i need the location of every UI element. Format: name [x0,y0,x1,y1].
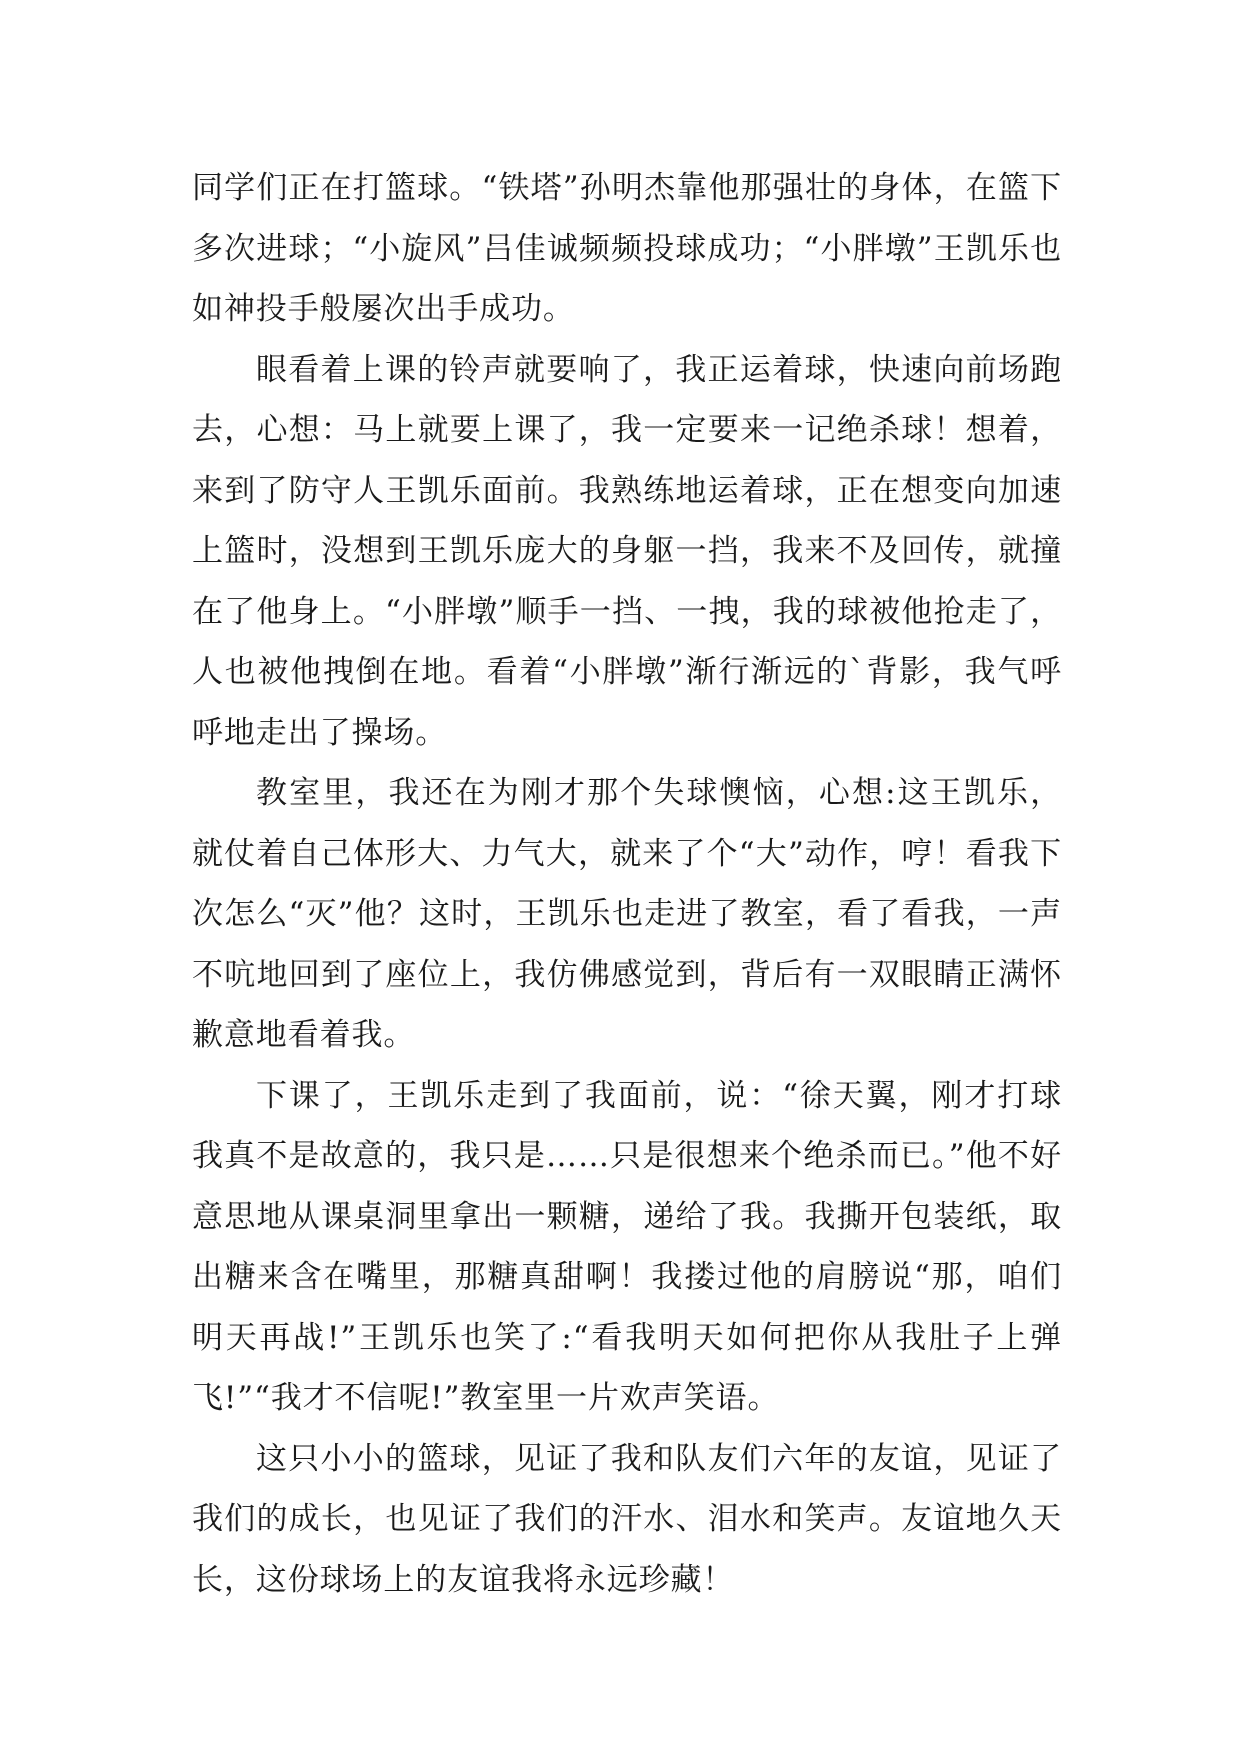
paragraph-1: 同学们正在打篮球。“铁塔”孙明杰靠他那强壮的身体，在篮下多次进球；“小旋风”吕佳诚频频投球成功；“小胖墩”王凯乐也如神投手般屡次出手成功。 [192,170,1062,327]
paragraph-3: 教室里，我还在为刚才那个失球懊恼，心想:这王凯乐，就仗着自己体形大、力气大，就来了个“大”动作，哼！看我下次怎么“灭”他？这时，王凯乐也走进了教室，看了看我，一声不吭地回到了座位上，我仿佛感觉到，背后有一双眼睛正满怀歉意地看着我。 [192,775,1062,1053]
paragraph-2: 眼看着上课的铃声就要响了，我正运着球，快速向前场跑去，心想：马上就要上课了，我一定要来一记绝杀球！想着，来到了防守人王凯乐面前。我熟练地运着球，正在想变向加速上篮时，没想到王凯乐庞大的身躯一挡，我来不及回传，就撞在了他身上。“小胖墩”顺手一挡、一拽，我的球被他抢走了，人也被他拽倒在地。看着“小胖墩”渐行渐远的`背影，我气呼呼地走出了操场。 [192,351,1062,751]
paragraph-4: 下课了，王凯乐走到了我面前，说：“徐天翼，刚才打球我真不是故意的，我只是……只是很想来个绝杀而已。”他不好意思地从课桌洞里拿出一颗糖，递给了我。我撕开包装纸，取出糖来含在嘴里，那糖真甜啊！我搂过他的肩膀说“那，咱们明天再战!”王凯乐也笑了:“看我明天如何把你从我肚子上弹飞!”“我才不信呢!”教室里一片欢声笑语。 [192,1077,1062,1416]
article-body [192,158,1062,1610]
paragraph-5: 这只小小的篮球，见证了我和队友们六年的友谊，见证了我们的成长，也见证了我们的汗水、泪水和笑声。友谊地久天长，这份球场上的友谊我将永远珍藏！ [192,1440,1062,1598]
